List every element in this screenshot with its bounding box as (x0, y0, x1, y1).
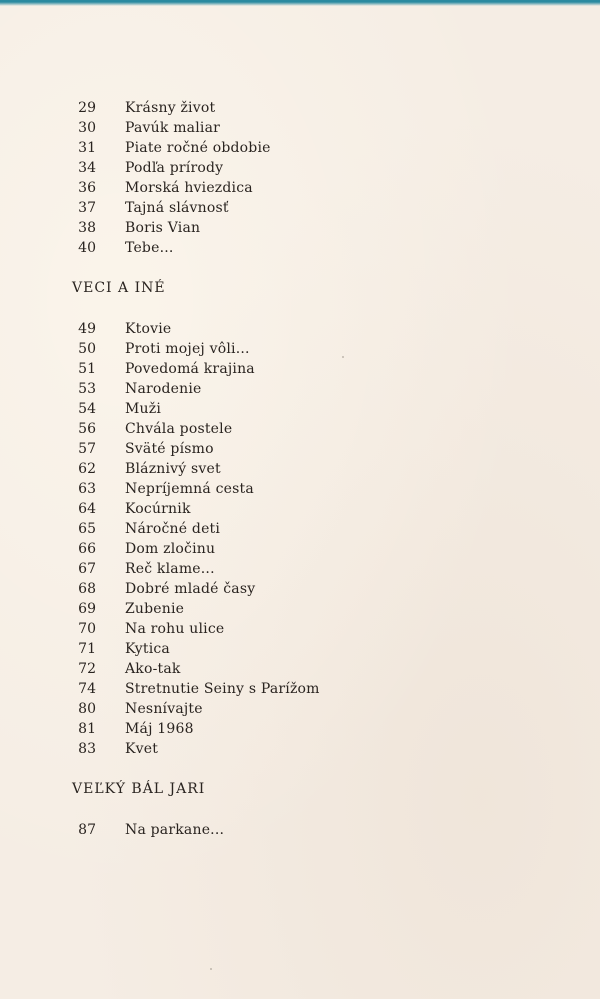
toc-page-number: 87 (78, 822, 96, 838)
toc-page-number: 56 (78, 421, 96, 437)
toc-title: Chvála postele (125, 421, 233, 437)
toc-entry (0, 419, 600, 439)
toc-page-number: 72 (78, 661, 96, 677)
toc-page-number: 70 (78, 621, 96, 637)
paper-speck (342, 356, 344, 358)
toc-title: Povedomá krajina (125, 361, 255, 377)
toc-page-number: 83 (78, 741, 96, 757)
toc-title: Kytica (125, 641, 170, 657)
toc-page-number: 40 (78, 240, 96, 256)
toc-title: Na rohu ulice (125, 621, 225, 637)
toc-page-number: 64 (78, 501, 96, 517)
toc-title: Dom zločinu (125, 541, 216, 557)
toc-page-number: 37 (78, 200, 96, 216)
toc-title: Pavúk maliar (125, 120, 221, 136)
toc-page-number: 53 (78, 381, 96, 397)
toc-title: Zubenie (125, 601, 185, 617)
toc-entry (0, 198, 600, 218)
toc-entry (0, 178, 600, 198)
toc-title: Ako-tak (125, 661, 181, 677)
toc-title: Ktovie (125, 321, 172, 337)
toc-entry (0, 559, 600, 579)
toc-entry (0, 98, 600, 118)
toc-title: Dobré mladé časy (125, 581, 256, 597)
toc-page-number: 49 (78, 321, 96, 337)
section-heading-veci: VECI A INÉ (72, 280, 166, 296)
toc-title: Kocúrnik (125, 501, 191, 517)
toc-page-number: 51 (78, 361, 96, 377)
toc-page-number: 68 (78, 581, 96, 597)
toc-entry (0, 359, 600, 379)
page-top-edge (0, 0, 600, 6)
toc-entry (0, 499, 600, 519)
toc-title: Máj 1968 (125, 721, 194, 737)
toc-title: Morská hviezdica (125, 180, 253, 196)
toc-title: Boris Vian (125, 220, 201, 236)
toc-group-bal (0, 820, 600, 840)
toc-entry (0, 639, 600, 659)
toc-title: Na parkane... (125, 822, 225, 838)
toc-title: Náročné deti (125, 521, 221, 537)
paper-speck (210, 968, 212, 970)
toc-entry (0, 619, 600, 639)
toc-group-veci (0, 319, 600, 759)
toc-entry (0, 820, 600, 840)
toc-page-number: 69 (78, 601, 96, 617)
toc-page-number: 80 (78, 701, 96, 717)
toc-page-number: 63 (78, 481, 96, 497)
toc-page-number: 74 (78, 681, 96, 697)
toc-entry (0, 479, 600, 499)
toc-page-number: 38 (78, 220, 96, 236)
toc-entry (0, 439, 600, 459)
toc-page-number: 65 (78, 521, 96, 537)
toc-title: Piate ročné obdobie (125, 140, 271, 156)
toc-title: Reč klame... (125, 561, 215, 577)
toc-page-number: 66 (78, 541, 96, 557)
toc-entry (0, 719, 600, 739)
toc-title: Narodenie (125, 381, 202, 397)
toc-entry (0, 519, 600, 539)
toc-entry (0, 579, 600, 599)
toc-title: Muži (125, 401, 162, 417)
toc-title: Nesnívajte (125, 701, 203, 717)
toc-page-number: 31 (78, 140, 96, 156)
toc-entry (0, 218, 600, 238)
toc-entry (0, 699, 600, 719)
toc-title: Krásny život (125, 100, 216, 116)
toc-entry (0, 739, 600, 759)
toc-title: Podľa prírody (125, 160, 224, 176)
toc-entry (0, 339, 600, 359)
toc-entry (0, 599, 600, 619)
toc-entry (0, 138, 600, 158)
toc-entry (0, 238, 600, 258)
toc-page-number: 29 (78, 100, 96, 116)
toc-entry (0, 399, 600, 419)
toc-title: Nepríjemná cesta (125, 481, 254, 497)
toc-title: Tajná slávnosť (125, 200, 229, 216)
toc-page-number: 36 (78, 180, 96, 196)
toc-page-number: 30 (78, 120, 96, 136)
toc-entry (0, 118, 600, 138)
toc-page-number: 67 (78, 561, 96, 577)
toc-page-number: 50 (78, 341, 96, 357)
toc-title: Proti mojej vôli... (125, 341, 250, 357)
toc-page-number: 54 (78, 401, 96, 417)
toc-page-number: 34 (78, 160, 96, 176)
toc-entry (0, 319, 600, 339)
toc-title: Tebe... (125, 240, 174, 256)
section-heading-bal: VEĽKÝ BÁL JARI (72, 781, 206, 797)
toc-page-number: 71 (78, 641, 96, 657)
toc-entry (0, 158, 600, 178)
toc-entry (0, 459, 600, 479)
toc-entry (0, 659, 600, 679)
toc-entry (0, 679, 600, 699)
toc-group-1 (0, 98, 600, 258)
toc-page-number: 62 (78, 461, 96, 477)
toc-page-number: 81 (78, 721, 96, 737)
toc-entry (0, 539, 600, 559)
toc-entry (0, 379, 600, 399)
toc-title: Stretnutie Seiny s Parížom (125, 681, 320, 697)
toc-page-number: 57 (78, 441, 96, 457)
toc-title: Sväté písmo (125, 441, 214, 457)
toc-title: Kvet (125, 741, 159, 757)
toc-title: Bláznivý svet (125, 461, 221, 477)
